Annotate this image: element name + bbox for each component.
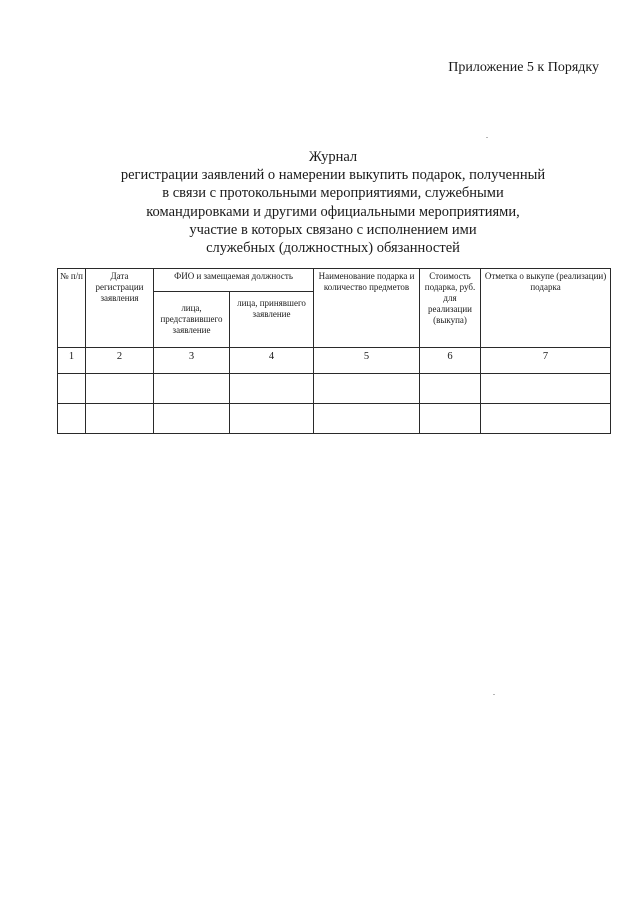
header-row	[58, 269, 611, 292]
table-cell	[481, 374, 611, 404]
scan-speck	[486, 137, 488, 138]
table-cell	[86, 404, 154, 434]
title-line: командировками и другими официальными мероприятиями,	[146, 203, 520, 220]
column-number-row	[58, 348, 611, 374]
column-number: 4	[230, 348, 314, 374]
table-row	[58, 374, 611, 404]
table-cell	[58, 374, 86, 404]
header-fio-receiver: лица, принявшего заявление	[230, 292, 314, 348]
title-line: регистрации заявлений о намерении выкупить подарок, полученный	[120, 167, 546, 184]
header-mark: Отметка о выкупе (реализации) подарка	[481, 269, 611, 348]
column-number: 7	[481, 348, 611, 374]
header-gift: Наименование подарка и количество предметов	[314, 269, 420, 348]
table-cell	[420, 374, 481, 404]
table-row	[58, 404, 611, 434]
column-number: 3	[154, 348, 230, 374]
table-cell	[154, 404, 230, 434]
header-date: Дата регистрации заявления	[86, 269, 154, 348]
table-cell	[230, 404, 314, 434]
table-cell	[86, 374, 154, 404]
title-line: Журнал	[308, 149, 358, 165]
table-cell	[154, 374, 230, 404]
table-cell	[481, 404, 611, 434]
table-cell	[420, 404, 481, 434]
header-fio-submitter: лица, представившего заявление	[154, 292, 230, 348]
column-number: 6	[420, 348, 481, 374]
table-cell	[230, 374, 314, 404]
title-line: служебных (должностных) обязанностей	[206, 240, 460, 257]
registration-table	[57, 268, 611, 434]
appendix-label: Приложение 5 к Порядку	[448, 60, 599, 75]
title-line: участие в которых связано с исполнением ими	[189, 221, 477, 238]
column-number: 1	[58, 348, 86, 374]
header-cost: Стоимость подарка, руб. для реализации (выкупа)	[420, 269, 481, 348]
header-fio-group: ФИО и замещаемая должность	[154, 269, 314, 292]
scan-speck	[493, 694, 495, 695]
table-cell	[314, 374, 420, 404]
table-cell	[314, 404, 420, 434]
title-line: в связи с протокольными мероприятиями, служебными	[162, 185, 504, 202]
column-number: 5	[314, 348, 420, 374]
journal-title	[0, 148, 640, 257]
column-number: 2	[86, 348, 154, 374]
table-cell	[58, 404, 86, 434]
header-number: № п/п	[58, 269, 86, 348]
